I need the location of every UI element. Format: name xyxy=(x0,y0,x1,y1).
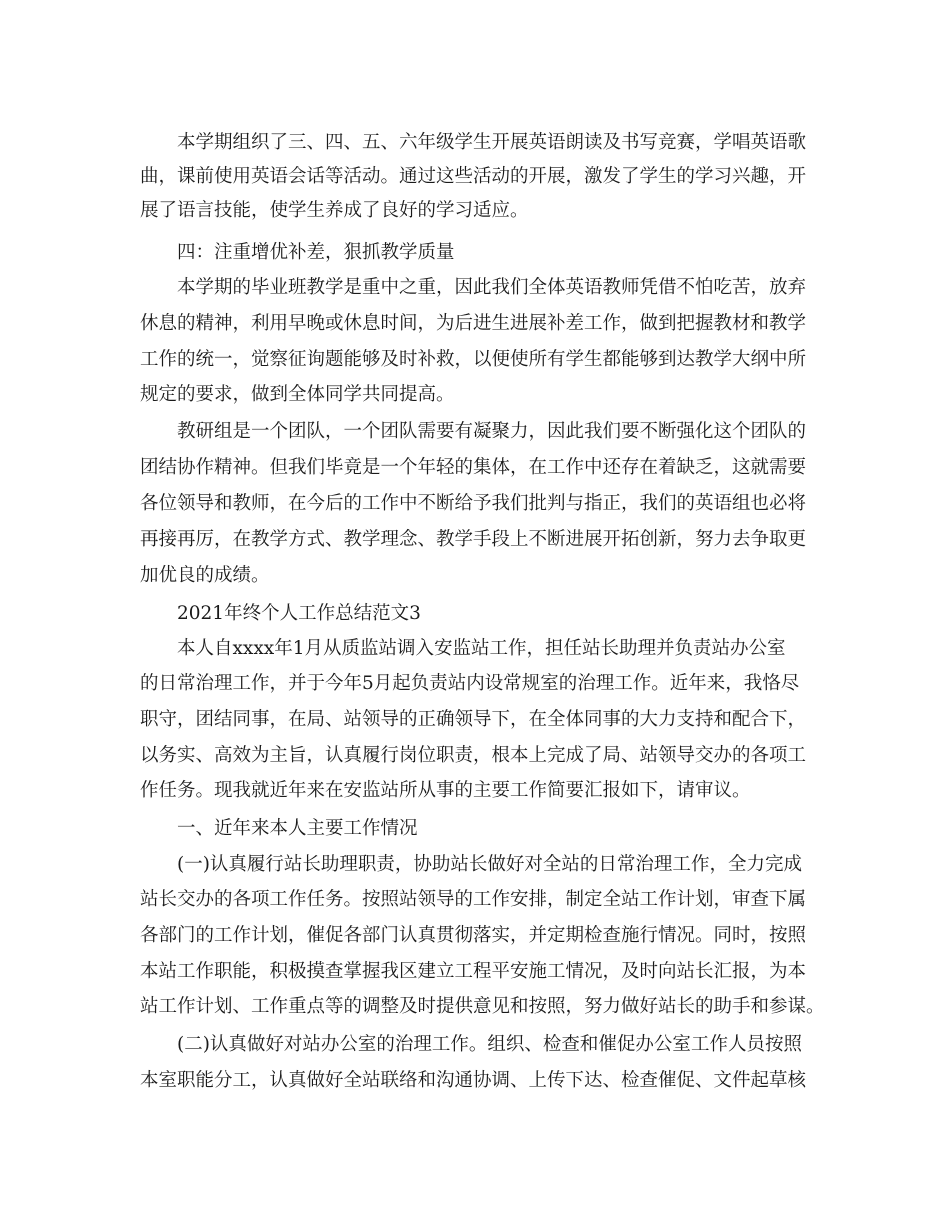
paragraph-line: (一)认真履行站长助理职责，协助站长做好对全站的日常治理工作，全力完成 xyxy=(177,854,802,875)
paragraph-line: 本学期组织了三、四、五、六年级学生开展英语朗读及书写竞赛，学唱英语歌 xyxy=(177,132,807,153)
paragraph-line: 站长交办的各项工作任务。按照站领导的工作安排，制定全站工作计划，审查下属 xyxy=(140,889,807,910)
paragraph-line: 本室职能分工，认真做好全站联络和沟通协调、上传下达、检查催促、文件起草核 xyxy=(140,1070,807,1091)
paragraph-line: 再接再厉，在教学方式、教学理念、教学手段上不断进展开拓创新，努力去争取更 xyxy=(140,529,807,550)
section-heading: 一、近年来本人主要工作情况 xyxy=(177,818,418,839)
paragraph-line: 规定的要求，做到全体同学共同提高。 xyxy=(140,384,455,405)
paragraph-line: 本站工作职能，积极摸查掌握我区建立工程平安施工情况，及时向站长汇报，为本 xyxy=(140,961,807,982)
paragraph-line: 本人自xxxx年1月从质监站调入安监站工作，担任站长助理并负责站办公室 xyxy=(177,638,786,659)
paragraph-line: 休息的精神，利用早晚或休息时间，为后进生进展补差工作，做到把握教材和教学 xyxy=(140,313,807,334)
paragraph-line: 各位领导和教师，在今后的工作中不断给予我们批判与指正，我们的英语组也必将 xyxy=(140,493,807,514)
paragraph-line: 的日常治理工作，并于今年5月起负责站内设常规室的治理工作。近年来，我恪尽 xyxy=(140,673,800,694)
paragraph-line: 展了语言技能，使学生养成了良好的学习适应。 xyxy=(140,200,529,221)
article-title: 2021年终个人工作总结范文3 xyxy=(177,603,421,624)
paragraph-line: 职守，团结同事，在局、站领导的正确领导下，在全体同事的大力支持和配合下， xyxy=(140,709,807,730)
paragraph-line: 工作的统一，觉察征询题能够及时补救，以便使所有学生都能够到达教学大纲中所 xyxy=(140,349,807,370)
paragraph-line: 以务实、高效为主旨，认真履行岗位职责，根本上完成了局、站领导交办的各项工 xyxy=(140,745,807,766)
paragraph-line: 站工作计划、工作重点等的调整及时提供意见和按照，努力做好站长的助手和参谋。 xyxy=(140,996,825,1017)
paragraph-line: 加优良的成绩。 xyxy=(140,565,270,586)
paragraph-line: 各部门的工作计划，催促各部门认真贯彻落实，并定期检查施行情况。同时，按照 xyxy=(140,925,807,946)
paragraph-line: (二)认真做好对站办公室的治理工作。组织、检查和催促办公室工作人员按照 xyxy=(177,1034,802,1055)
paragraph-line: 团结协作精神。但我们毕竟是一个年轻的集体，在工作中还存在着缺乏，这就需要 xyxy=(140,457,807,478)
section-heading: 四：注重增优补差，狠抓教学质量 xyxy=(177,242,455,263)
paragraph-line: 本学期的毕业班教学是重中之重，因此我们全体英语教师凭借不怕吃苦，放弃 xyxy=(177,277,807,298)
paragraph-line: 教研组是一个团队，一个团队需要有凝聚力，因此我们要不断强化这个团队的 xyxy=(177,421,807,442)
paragraph-line: 曲，课前使用英语会话等活动。通过这些活动的开展，激发了学生的学习兴趣，开 xyxy=(140,166,807,187)
paragraph-line: 作任务。现我就近年来在安监站所从事的主要工作简要汇报如下，请审议。 xyxy=(140,780,751,801)
